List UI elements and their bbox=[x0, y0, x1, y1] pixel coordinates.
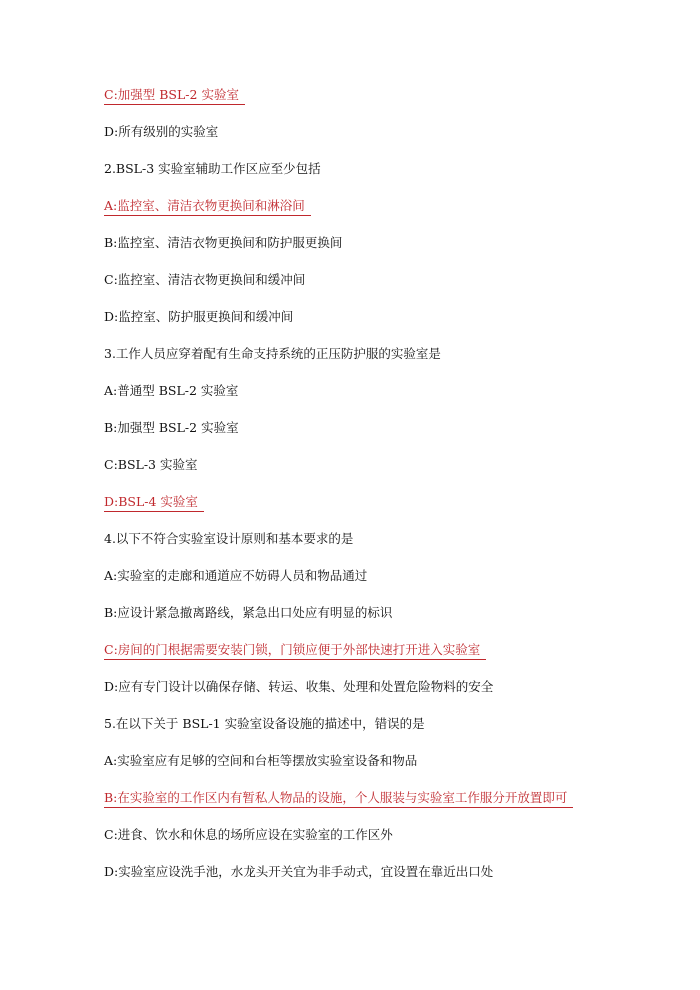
question-4: 4.以下不符合实验室设计原则和基本要求的是 bbox=[104, 531, 354, 546]
option-a: A:实验室的走廊和通道应不妨碍人员和物品通过 bbox=[104, 568, 368, 583]
option-d: D:应有专门设计以确保存储、转运、收集、处理和处置危险物料的安全 bbox=[104, 679, 494, 694]
option-a: A:实验室应有足够的空间和台柜等摆放实验室设备和物品 bbox=[104, 753, 418, 768]
option-c: C:BSL-3 实验室 bbox=[104, 457, 198, 472]
question-2: 2.BSL-3 实验室辅助工作区应至少包括 bbox=[104, 161, 321, 176]
option-b: B:监控室、清洁衣物更换间和防护服更换间 bbox=[104, 235, 343, 250]
option-d-answer: D:BSL-4 实验室 bbox=[104, 494, 204, 512]
option-d: D:监控室、防护服更换间和缓冲间 bbox=[104, 309, 294, 324]
option-c: C:进食、饮水和休息的场所应设在实验室的工作区外 bbox=[104, 827, 393, 842]
option-d: D:所有级别的实验室 bbox=[104, 124, 219, 139]
option-a: A:普通型 BSL-2 实验室 bbox=[104, 383, 239, 398]
option-b-answer: B:在实验室的工作区内有暂私人物品的设施，个人服装与实验室工作服分开放置即可 bbox=[104, 790, 573, 808]
option-b: B:应设计紧急撤离路线，紧急出口处应有明显的标识 bbox=[104, 605, 393, 620]
option-b: B:加强型 BSL-2 实验室 bbox=[104, 420, 239, 435]
question-5: 5.在以下关于 BSL-1 实验室设备设施的描述中，错误的是 bbox=[104, 716, 425, 731]
option-c-answer: C:加强型 BSL-2 实验室 bbox=[104, 87, 245, 105]
option-c-answer: C:房间的门根据需要安装门锁，门锁应便于外部快速打开进入实验室 bbox=[104, 642, 486, 660]
option-d: D:实验室应设洗手池，水龙头开关宜为非手动式，宜设置在靠近出口处 bbox=[104, 864, 494, 879]
option-a-answer: A:监控室、清洁衣物更换间和淋浴间 bbox=[104, 198, 311, 216]
option-c: C:监控室、清洁衣物更换间和缓冲间 bbox=[104, 272, 306, 287]
question-3: 3.工作人员应穿着配有生命支持系统的正压防护服的实验室是 bbox=[104, 346, 441, 361]
